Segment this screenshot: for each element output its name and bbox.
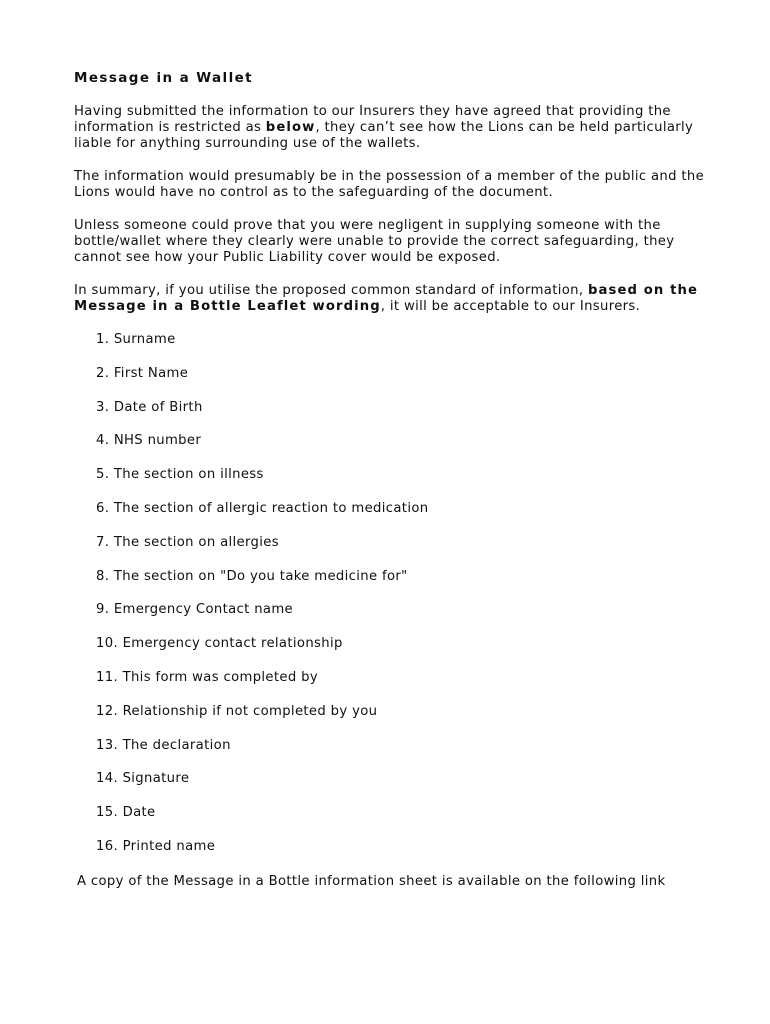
paragraph-possession: The information would presumably be in the possession of a member of the public and the Lions would have no control as to the safeguarding of the document. bbox=[74, 169, 705, 200]
paragraph-insurers-text-a: Having submitted the information to our Insurers they have agreed that providing the information is restricted as bbox=[74, 104, 671, 135]
footer-note: A copy of the Message in a Bottle information sheet is available on the following link bbox=[77, 874, 666, 889]
list-item: 15. Date bbox=[96, 805, 156, 821]
list-item: 5. The section on illness bbox=[96, 467, 264, 483]
paragraph-insurers bbox=[74, 104, 714, 152]
paragraph-summary-bold: based on the Message in a Bottle Leaflet wording bbox=[74, 283, 699, 314]
paragraph-negligence: Unless someone could prove that you were negligent in supplying someone with the bottle/wallet where they clearly were unable to provide the correct safeguarding, they cannot see how your Public Liability cover would be exposed. bbox=[74, 218, 675, 265]
list-item: 1. Surname bbox=[96, 332, 176, 347]
list-item: 3. Date of Birth bbox=[96, 399, 203, 415]
list-item: 4. NHS number bbox=[96, 433, 202, 449]
list-item: 8. The section on "Do you take medicine for" bbox=[96, 568, 408, 584]
paragraph-summary bbox=[74, 283, 714, 315]
list-item: 14. Signature bbox=[96, 771, 190, 787]
list-item: 11. This form was completed by bbox=[96, 669, 319, 685]
paragraph-summary-text-a: In summary, if you utilise the proposed common standard of information, bbox=[74, 283, 588, 298]
paragraph-insurers-bold: below bbox=[265, 120, 316, 135]
information-list bbox=[96, 332, 428, 873]
document-title: Message in a Wallet bbox=[74, 70, 254, 86]
list-item: 2. First Name bbox=[96, 365, 189, 381]
list-item: 6. The section of allergic reaction to medication bbox=[96, 500, 429, 516]
list-item: 10. Emergency contact relationship bbox=[96, 636, 343, 652]
list-item: 9. Emergency Contact name bbox=[96, 602, 293, 618]
paragraph-insurers-text-b: , they can’t see how the Lions can be held particularly liable for anything surrounding use of the wallets. bbox=[74, 120, 694, 151]
paragraph-summary-text-b: , it will be acceptable to our Insurers. bbox=[380, 299, 641, 314]
list-item: 16. Printed name bbox=[96, 838, 216, 854]
list-item: 13. The declaration bbox=[96, 737, 231, 753]
list-item: 7. The section on allergies bbox=[96, 534, 279, 550]
list-item: 12. Relationship if not completed by you bbox=[96, 703, 378, 719]
